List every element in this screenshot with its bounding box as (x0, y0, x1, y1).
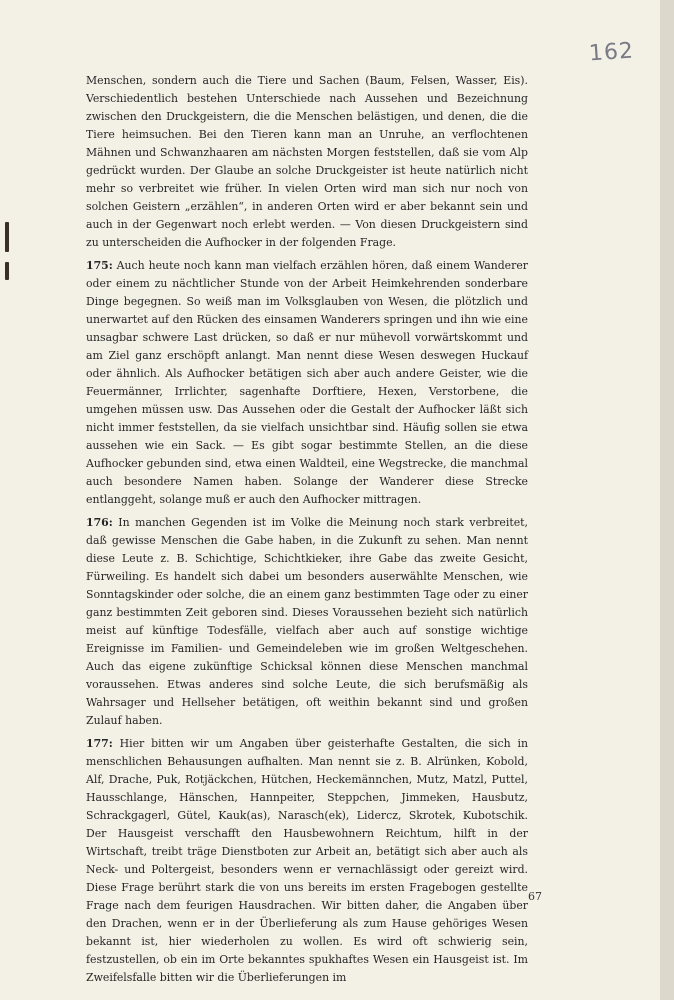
page-number: 67 (528, 890, 542, 903)
paragraph-text: Hier bitten wir um Angaben über geisterhafte Gestalten, die sich in menschlichen Behausungen aufhalten. Man nennt sie z. B. Alrünken, Kobold, Alf, Drache, Puk, Rotjäckchen, Hütchen, Heckemännchen, Mutz, Matzl, Puttel, Hausschlange, Hänschen, Hannpeiter, Steppchen, Jimmeken, Hausbutz, Schrackgagerl, Gütel, Kauk(as), Narasch(ek), Lidercz, Skrotek, Kubotschik. Der Hausgeist verschafft den Hausbewohnern Reichtum, hilft in der Wirtschaft, treibt träge Dienstboten zur Arbeit an, betätigt sich aber auch als Neck- und Poltergeist, besonders wenn er vernachlässigt oder gereizt wird. Diese Frage berührt stark die von uns bereits im ersten Fragebogen gestellte Frage nach dem feurigen Hausdrachen. Wir bitten daher, die Angaben über den Drachen, wenn er in der Überlieferung als zum Hause gehöriges Wesen bekannt ist, hier wiederholen zu wollen. Es wird oft schwierig sein, festzustellen, ob ein im Orte bekanntes spukhaftes Wesen ein Hausgeist ist. Im Zweifelsfalle bitten wir die Überlieferungen im (86, 737, 528, 984)
question-number: 175: (86, 259, 113, 272)
question-number: 177: (86, 737, 113, 750)
paragraph-176 (86, 514, 528, 730)
paragraph-text: Auch heute noch kann man vielfach erzählen hören, daß einem Wanderer oder einem zu nächtlicher Stunde von der Arbeit Heimkehrenden sonderbare Dinge begegnen. So weiß man im Volksglauben von Wesen, die plötzlich und unerwartet auf den Rücken des einsamen Wanderers springen und ihn wie eine unsagbar schwere Last drücken, so daß er nur mühevoll vorwärtskommt und am Ziel ganz erschöpft anlangt. Man nennt diese Wesen deswegen Huckauf oder ähnlich. Als Aufhocker betätigen sich aber auch andere Geister, wie die Feuermänner, Irrlichter, sagenhafte Dorftiere, Hexen, Verstorbene, die umgehen müssen usw. Das Aussehen oder die Gestalt der Aufhocker läßt sich nicht immer feststellen, da sie vielfach unsichtbar sind. Häufig sollen sie etwa aussehen wie ein Sack. — Es gibt sogar bestimmte Stellen, an die diese Aufhocker gebunden sind, etwa einen Waldteil, eine Wegstrecke, die manchmal auch besondere Namen haben. Solange der Wanderer diese Strecke entlanggeht, solange muß er auch den Aufhocker mittragen. (86, 259, 528, 506)
paragraph-177 (86, 735, 528, 987)
paragraph-continuation (86, 72, 528, 252)
paragraph-text: Menschen, sondern auch die Tiere und Sachen (Baum, Felsen, Wasser, Eis). Verschiedentlich bestehen Unterschiede nach Aussehen und Bezeichnung zwischen den Druckgeistern, die die Menschen belästigen, und denen, die die Tiere heimsuchen. Bei den Tieren kann man an Unruhe, an verflochtenen Mähnen und Schwanzhaaren am nächsten Morgen feststellen, daß sie vom Alp gedrückt wurden. Der Glaube an solche Druckgeister ist heute natürlich nicht mehr so verbreitet wie früher. In vielen Orten wird man sich nur noch von solchen Geistern „erzählen“, in anderen Orten wird er aber bekannt sein und auch in der Gegenwart noch erlebt werden. — Von diesen Druckgeistern sind zu unterscheiden die Aufhocker in der folgenden Frage. (86, 74, 528, 249)
margin-ink-mark (5, 262, 9, 280)
margin-ink-mark (5, 222, 9, 252)
page-edge (660, 0, 674, 1000)
paragraph-175 (86, 257, 528, 509)
paragraph-text: In manchen Gegenden ist im Volke die Meinung noch stark verbreitet, daß gewisse Menschen die Gabe haben, in die Zukunft zu sehen. Man nennt diese Leute z. B. Schichtige, Schichtkieker, ihre Gabe das zweite Gesicht, Fürweiling. Es handelt sich dabei um besonders auserwählte Menschen, wie Sonntagskinder oder solche, die an einem ganz bestimmten Tage oder zu einer ganz bestimmten Zeit geboren sind. Dieses Voraussehen bezieht sich natürlich meist auf künftige Todesfälle, vielfach aber auch auf sonstige wichtige Ereignisse im Familien- und Gemeindeleben wie im großen Weltgeschehen. Auch das eigene zukünftige Schicksal können diese Menschen manchmal voraussehen. Etwas anderes sind solche Leute, die sich berufsmäßig als Wahrsager und Hellseher betätigen, oft weithin bekannt sind und großen Zulauf haben. (86, 516, 528, 727)
handwritten-archive-number: 162 (588, 38, 635, 67)
question-number: 176: (86, 516, 113, 529)
body-text (86, 72, 528, 992)
